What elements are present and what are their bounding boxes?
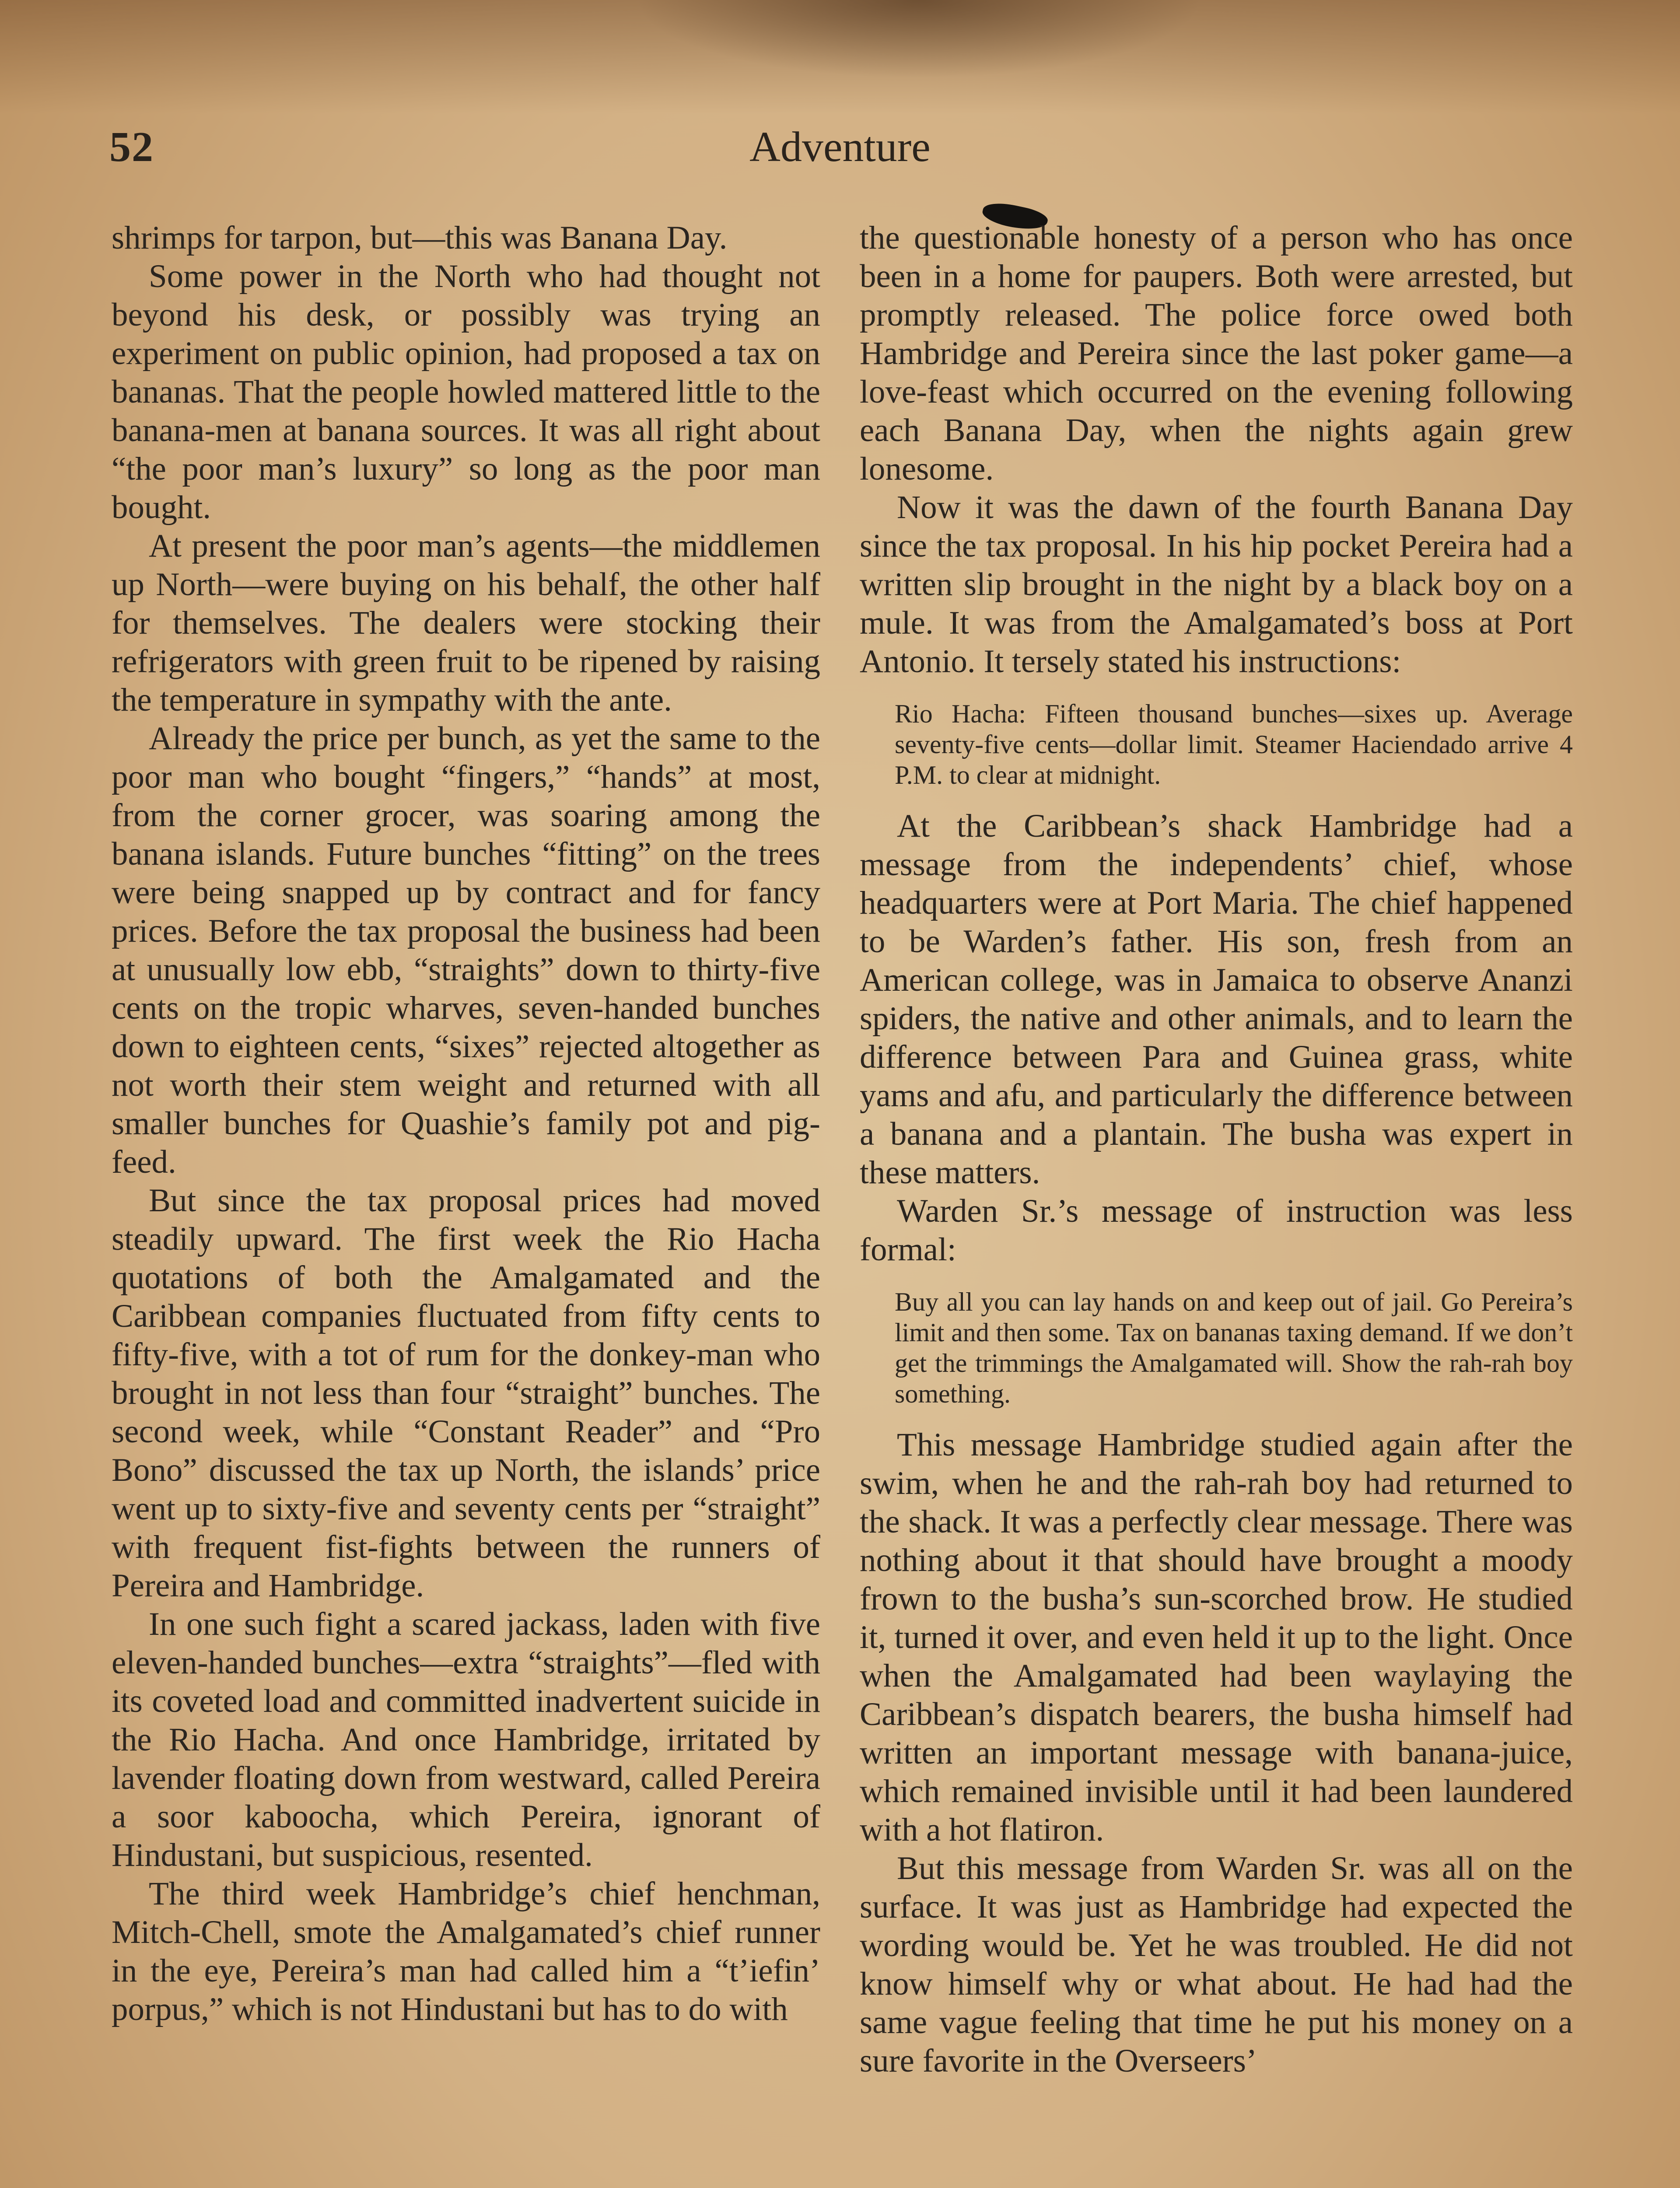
paragraph: In one such fight a scared jackass, laden with five eleven-handed bunches—extra “straights”—fled with its coveted load and committed inadvertent suicide in the Rio Hacha. And once Hambridge, irritated by lavender floating down from westward, called Pereira a soor kaboocha, which Pereira, ignorant of Hindustani, but suspicious, resented. bbox=[112, 1606, 820, 1873]
page-stain-spot bbox=[634, 0, 1203, 79]
paragraph: Now it was the dawn of the fourth Banana Day since the tax proposal. In his hip pocket Pereira had a written slip brought in the night by a black boy on a mule. It was from the Amalgamated’s boss at Port Antonio. It tersely stated his instructions: bbox=[860, 489, 1573, 680]
quoted-message: Buy all you can lay hands on and keep out of jail. Go Pereira’s limit and then some. Tax on bananas taxing demand. If we don’t get the trimmings the Amalgamated will. Show the rah-rah boy something. bbox=[895, 1287, 1573, 1408]
paragraph: Some power in the North who had thought not beyond his desk, or possibly was trying an experiment on public opinion, had proposed a tax on bananas. That the people howled mattered little to the banana-men at banana sources. It was all right about “the poor man’s luxury” so long as the poor man bought. bbox=[112, 258, 820, 526]
paragraph: the questionable honesty of a person who has once been in a home for paupers. Both were arrested, but promptly released. The police force owed both Hambridge and Pereira since the last poker game—a love-feast which occurred on the evening following each Banana Day, when the nights again grew lonesome. bbox=[860, 220, 1573, 487]
quoted-message: Rio Hacha: Fifteen thousand bunches—sixes up. Average seventy-five cents—dollar limit. Steamer Haciendado arrive 4 P.M. to clear at midnight. bbox=[895, 699, 1573, 789]
page-header bbox=[109, 118, 1571, 175]
paragraph: shrimps for tarpon, but—this was Banana Day. bbox=[112, 220, 728, 256]
page-number: 52 bbox=[109, 123, 154, 171]
right-column bbox=[860, 219, 1573, 2080]
paragraph: Already the price per bunch, as yet the same to the poor man who bought “fingers,” “hands” at most, from the corner grocer, was soaring among the banana islands. Future bunches “fitting” on the trees were being snapped up by contract and for fancy prices. Before the tax proposal the business had been at unusually low ebb, “straights” down to thirty-five cents on the tropic wharves, seven-handed bunches down to eighteen cents, “sixes” rejected altogether as not worth their stem weight and returned with all smaller bunches for Quashie’s family pot and pig-feed. bbox=[112, 720, 820, 1180]
paragraph: But this message from Warden Sr. was all on the surface. It was just as Hambridge had expected the wording would be. Yet he was troubled. He did not know himself why or what about. He had had the same vague feeling that time he put his money on a sure favorite in the Overseers’ bbox=[860, 1850, 1573, 2079]
paragraph: The third week Hambridge’s chief henchman, Mitch-Chell, smote the Amalgamated’s chief runner in the eye, Pereira’s man had called him a “t’iefin’ porpus,” which is not Hindustani but has to do with bbox=[112, 1876, 820, 2027]
paragraph: At the Caribbean’s shack Hambridge had a message from the independents’ chief, whose headquarters were at Port Maria. The chief happened to be Warden’s father. His son, fresh from an American college, was in Jamaica to observe Ananzi spiders, the native and other animals, and to learn the difference between Para and Guinea grass, white yams and afu, and particularly the difference between a banana and a plantain. The busha was expert in these matters. bbox=[860, 808, 1573, 1191]
paragraph: But since the tax proposal prices had moved steadily upward. The first week the Rio Hacha quotations of both the Amalgamated and the Caribbean companies fluctuated from fifty cents to fifty-five, with a tot of rum for the donkey-man who brought in not less than four “straight” bunches. The second week, while “Constant Reader” and “Pro Bono” discussed the tax up North, the islands’ price went up to sixty-five and seventy cents per “straight” with frequent fist-fights between the runners of Pereira and Hambridge. bbox=[112, 1182, 820, 1604]
left-column bbox=[112, 219, 820, 2029]
running-title: Adventure bbox=[749, 123, 931, 171]
paragraph: At present the poor man’s agents—the middlemen up North—were buying on his behalf, the other half for themselves. The dealers were stocking their refrigerators with green fruit to be ripened by raising the temperature in sympathy with the ante. bbox=[112, 528, 820, 718]
paragraph: Warden Sr.’s message of instruction was less formal: bbox=[860, 1193, 1573, 1268]
paragraph: This message Hambridge studied again after the swim, when he and the rah-rah boy had returned to the shack. It was a perfectly clear message. There was nothing about it that should have brought a moody frown to the busha’s sun-scorched brow. He studied it, turned it over, and even held it up to the light. Once when the Amalgamated had been waylaying the Caribbean’s dispatch bearers, the busha himself had written an important message with banana-juice, which remained invisible until it had been laundered with a hot flatiron. bbox=[860, 1427, 1573, 1848]
